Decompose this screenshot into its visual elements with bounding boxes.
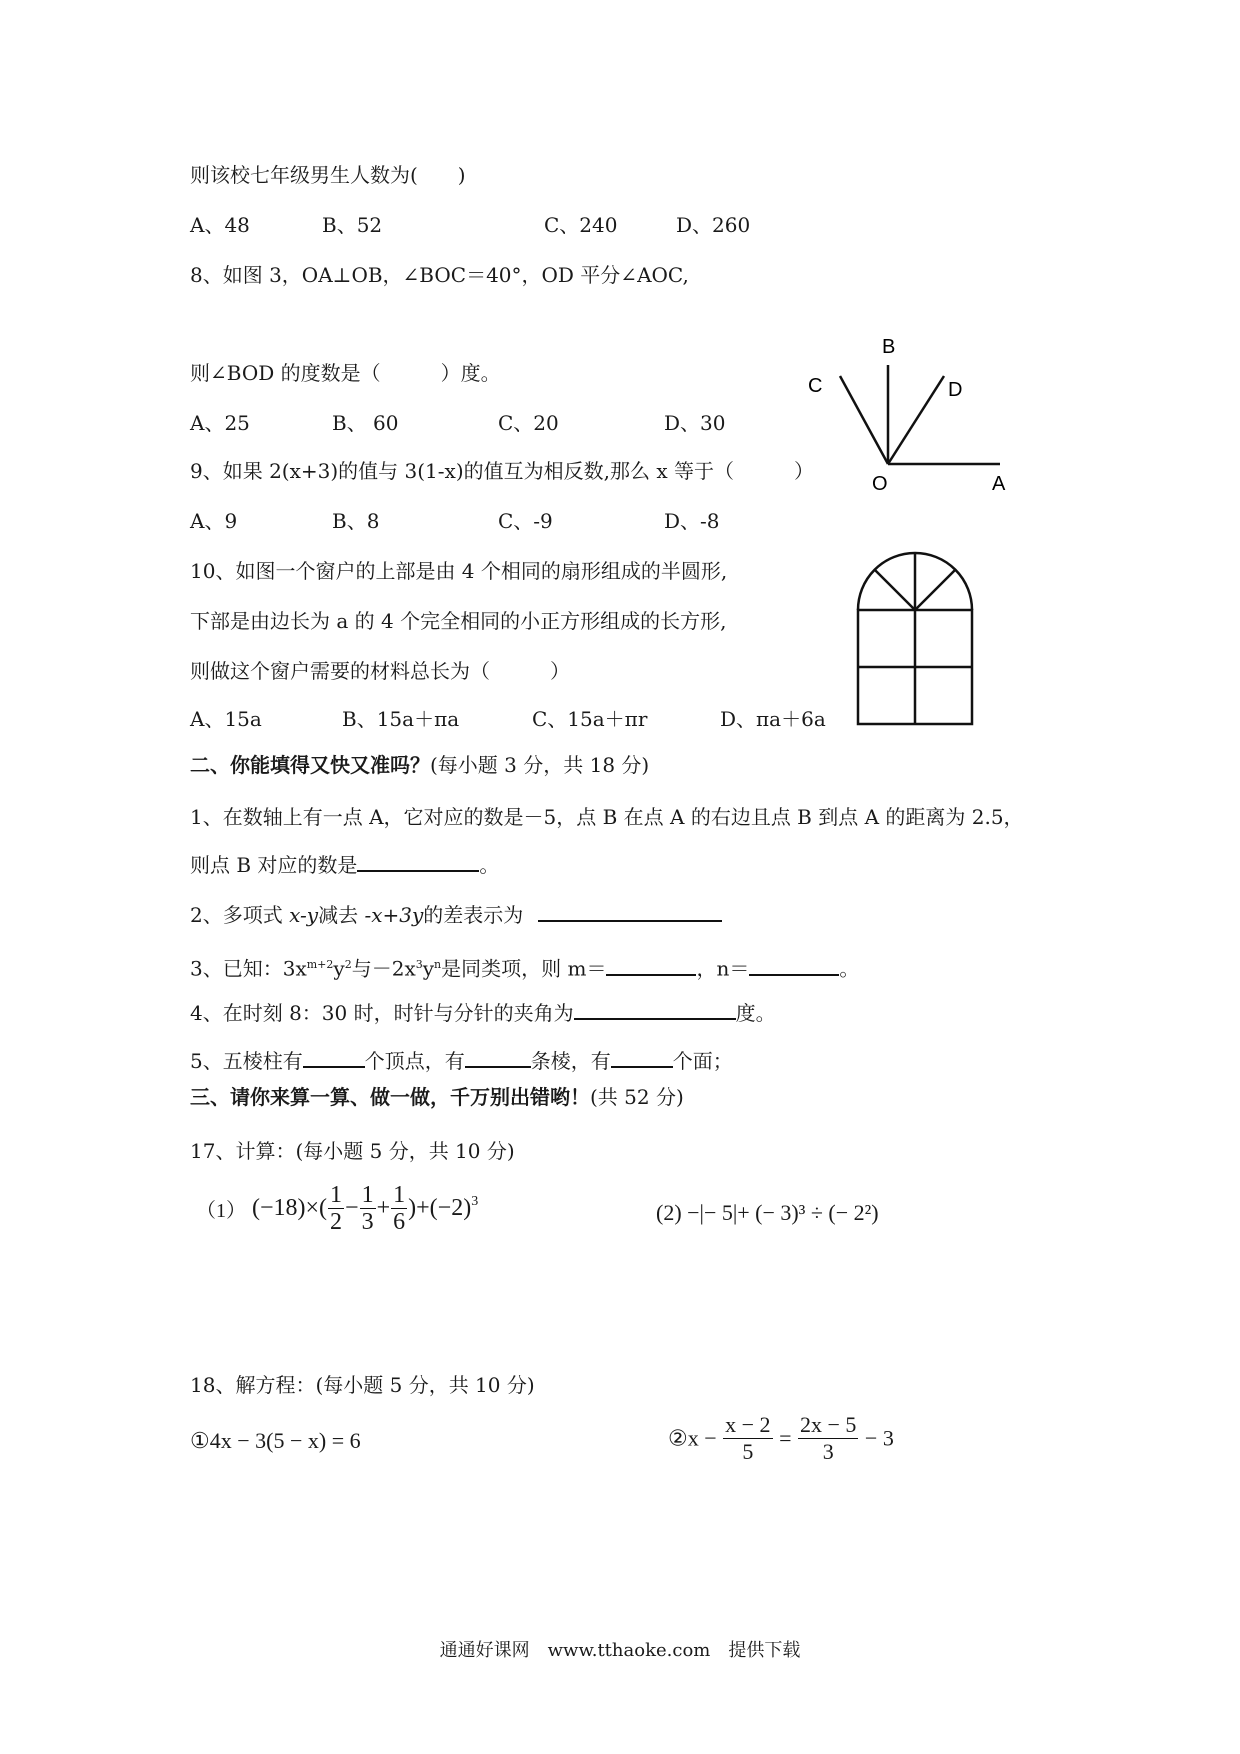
s2-q2	[190, 902, 722, 928]
section2-header	[190, 752, 649, 778]
s2-q5-text3: 条棱，有	[530, 1049, 611, 1073]
s2-q1-end: 。	[479, 853, 500, 877]
label-a: A	[992, 473, 1006, 495]
s2-q5-blank-faces[interactable]	[611, 1048, 673, 1068]
q7-option-c: C、240	[544, 213, 618, 237]
s2-q5-end: 个面；	[672, 1049, 733, 1073]
s3-q18: 18、解方程：(每小题 5 分，共 10 分)	[190, 1373, 535, 1397]
q10-option-b: B、15a＋πa	[342, 707, 460, 731]
s2-q1-line2	[190, 852, 499, 878]
section2-title: 二、你能填得又快又准吗？	[190, 753, 430, 777]
q10-stem-line1: 10、如图一个窗户的上部是由 4 个相同的扇形组成的半圆形,	[190, 559, 728, 583]
s2-q2-mid: 减去	[318, 903, 359, 927]
s3-q18-frac-2: $\frac{2x - 5}{3}$	[799, 1412, 857, 1464]
s3-q18-2	[668, 1412, 894, 1465]
s3-q17-1: （1） (−18)×( $\frac{1}{2}$ − $\frac{1}{3}$ + $\frac{1}{6}$ )$+(-2)^3$	[196, 1182, 479, 1235]
q9-option-c: C、-9	[498, 509, 553, 533]
s2-q5-blank-edges[interactable]	[465, 1048, 531, 1068]
s2-q1-text: 则点 B 对应的数是	[190, 853, 358, 877]
s2-q5-text2: 个顶点，有	[364, 1049, 465, 1073]
s2-q3-end: 。	[839, 956, 860, 981]
q9-option-a: A、9	[190, 509, 238, 533]
s2-q3-term3: y	[422, 956, 435, 981]
s2-q3-sup2: 2	[344, 958, 352, 971]
label-d: D	[948, 379, 963, 401]
q8-option-c: C、20	[498, 411, 559, 435]
s2-q2-expr2: -x+3y	[364, 903, 424, 927]
s3-q18-frac-1: $\frac{x - 2}{5}$	[725, 1412, 771, 1464]
s3-q17-1-post: )+(−2)	[408, 1195, 472, 1221]
label-o: O	[872, 473, 888, 495]
s2-q4-end: 度。	[735, 1001, 776, 1025]
s3-q18-2-eq: =	[779, 1425, 792, 1451]
s2-q2-label: 2、多项式	[190, 903, 283, 927]
s3-q17-frac-2: $\frac{1}{3}$	[361, 1182, 374, 1235]
window-spoke-3	[915, 570, 955, 610]
q10-option-d: D、πa＋6a	[720, 707, 826, 731]
s3-q17: 17、计算：(每小题 5 分，共 10 分)	[190, 1139, 515, 1163]
label-c: C	[808, 375, 823, 397]
s2-q2-text: 的差表示为	[423, 903, 524, 927]
s3-q17-1-pre: (−18)×(	[252, 1195, 328, 1221]
s2-q4-blank[interactable]	[574, 1000, 736, 1020]
s2-q5-text: 5、五棱柱有	[190, 1049, 303, 1073]
q8-option-d: D、30	[664, 411, 726, 435]
window-spoke-1	[875, 570, 915, 610]
s3-q17-frac-3: $\frac{1}{6}$	[393, 1182, 406, 1235]
ray-oc	[840, 376, 888, 464]
q10-option-a: A、15a	[190, 707, 262, 731]
s2-q5	[190, 1048, 733, 1074]
s2-q4-text: 4、在时刻 8：30 时，时针与分针的夹角为	[190, 1001, 574, 1025]
s3-q17-1-label: （1）	[196, 1200, 246, 1222]
s2-q2-blank[interactable]	[538, 902, 722, 922]
q8-option-b: B、 60	[332, 411, 399, 435]
ray-od	[888, 376, 944, 464]
q8-stem-line2: 则∠BOD 的度数是（ ）度。	[190, 361, 501, 385]
q7-option-d: D、260	[676, 213, 751, 237]
s2-q3	[190, 952, 859, 982]
s3-q17-1-exp: 3	[471, 1194, 479, 1210]
s3-q18-1: ①4x − 3(5 − x) = 6	[190, 1428, 361, 1453]
section3-header	[190, 1084, 684, 1110]
section3-score: (共 52 分)	[590, 1085, 684, 1109]
s2-q5-blank-vertices[interactable]	[303, 1048, 365, 1068]
q10-stem-line3: 则做这个窗户需要的材料总长为（ ）	[190, 659, 570, 683]
s2-q3-blank-m[interactable]	[606, 956, 696, 976]
q9-option-b: B、8	[332, 509, 380, 533]
section2-score: (每小题 3 分，共 18 分)	[430, 753, 650, 777]
s2-q3-sup4: n	[434, 958, 442, 971]
s2-q3-text: 是同类项，则 m＝	[441, 956, 607, 981]
s3-q18-2-post: − 3	[864, 1425, 894, 1451]
page-footer: 通通好课网 www.tthaoke.com 提供下载	[439, 1640, 801, 1661]
s2-q3-label: 3、已知：	[190, 956, 283, 981]
s2-q3-sup3: 3	[415, 958, 423, 971]
label-b: B	[882, 336, 896, 358]
s3-q17-2: (2) −|− 5|+ (− 3)³ ÷ (− 2²)	[656, 1200, 879, 1225]
s3-q17-frac-1: $\frac{1}{2}$	[330, 1182, 343, 1235]
s3-q18-2-pre: ②x −	[668, 1425, 717, 1451]
s2-q4	[190, 1000, 776, 1026]
s2-q2-expr1: x-y	[289, 903, 319, 927]
s2-q3-blank-n[interactable]	[749, 956, 839, 976]
q8-option-a: A、25	[190, 411, 250, 435]
q10-stem-line2: 下部是由边长为 a 的 4 个完全相同的小正方形组成的长方形,	[190, 609, 727, 633]
q8-stem-line1: 8、如图 3，OA⊥OB，∠BOC＝40°，OD 平分∠AOC,	[190, 263, 689, 287]
q9-stem: 9、如果 2(x+3)的值与 3(1-x)的值互为相反数,那么 x 等于（ ）	[190, 459, 814, 483]
s2-q3-sup1: m+2	[306, 958, 334, 971]
q9-option-d: D、-8	[664, 509, 720, 533]
q7-stem: 则该校七年级男生人数为( )	[190, 163, 466, 187]
q7-option-a: A、48	[190, 213, 250, 237]
window-figure	[850, 550, 980, 730]
s2-q1-line1: 1、在数轴上有一点 A，它对应的数是－5，点 B 在点 A 的右边且点 B 到点 A 的距离为 2.5，	[190, 805, 1024, 829]
q10-option-c: C、15a＋πr	[532, 707, 648, 731]
s2-q3-term2: y	[333, 956, 345, 981]
q7-option-b: B、52	[322, 213, 383, 237]
angle-figure	[790, 330, 1020, 500]
s2-q1-blank[interactable]	[357, 852, 479, 872]
s2-q3-term1: 3x	[282, 956, 307, 981]
section3-title: 三、请你来算一算、做一做，千万别出错哟！	[190, 1085, 590, 1109]
s2-q3-mid: 与－2x	[351, 956, 416, 981]
s2-q3-text2: ，n＝	[696, 956, 750, 981]
